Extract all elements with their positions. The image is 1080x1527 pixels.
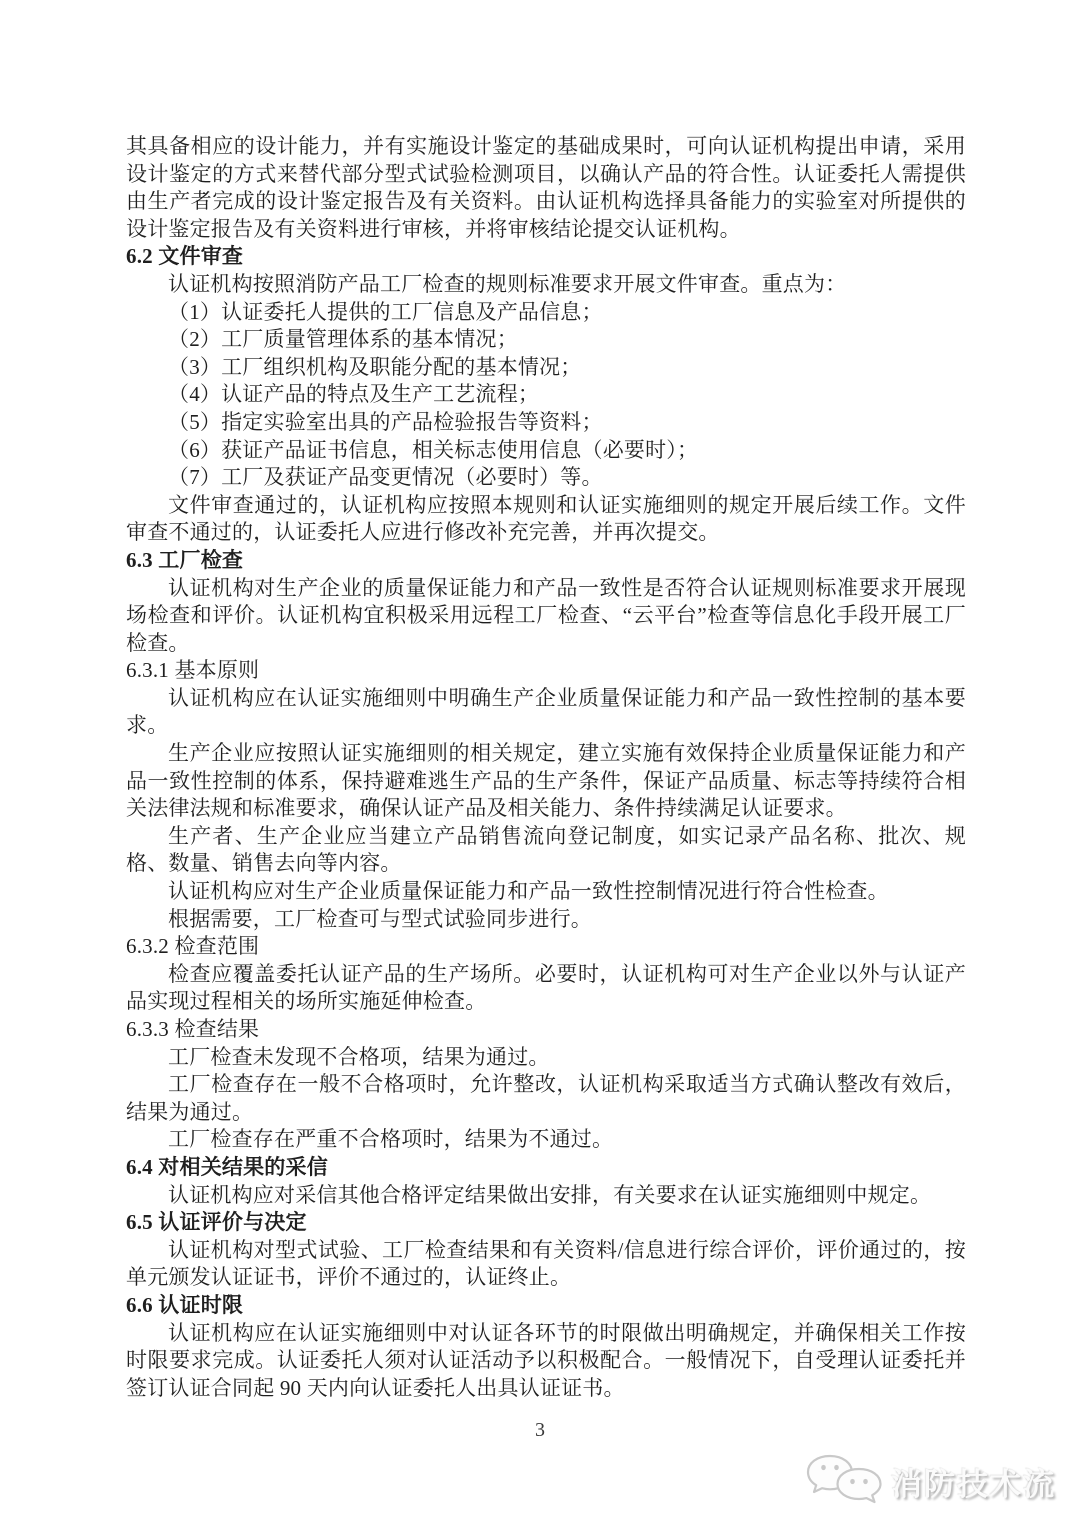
paragraph: 认证机构对生产企业的质量保证能力和产品一致性是否符合认证规则标准要求开展现场检查和评价。认证机构宜积极采用远程工厂检查、“云平台”检查等信息化手段开展工厂检查。 [126, 575, 966, 655]
paragraph: 认证机构应对采信其他合格评定结果做出安排，有关要求在认证实施细则中规定。 [168, 1182, 932, 1207]
paragraph: 其具备相应的设计能力，并有实施设计鉴定的基础成果时，可向认证机构提出申请，采用设计鉴定的方式来替代部分型式试验检测项目，以确认产品的符合性。认证委托人需提供由生产者完成的设计鉴定报告及有关资料。由认证机构选择具备能力的实验室对所提供的设计鉴定报告及有关资料进行审核，并将审核结论提交认证机构。 [126, 134, 966, 241]
paragraph: 认证机构应在认证实施细则中对认证各环节的时限做出明确规定，并确保相关工作按时限要求完成。认证委托人须对认证活动予以积极配合。一般情况下，自受理认证委托并签订认证合同起 90 天内向认证委托人出具认证证书。 [126, 1320, 966, 1400]
subsection-heading: 6.3.1 基本原则 [126, 658, 260, 683]
paragraph: 认证机构应在认证实施细则中明确生产企业质量保证能力和产品一致性控制的基本要求。 [126, 685, 966, 738]
paragraph: 工厂检查存在严重不合格项时，结果为不通过。 [168, 1127, 614, 1152]
subsection-heading: 6.3.3 检查结果 [126, 1017, 260, 1041]
section-heading: 6.4 对相关结果的采信 [126, 1154, 328, 1179]
list-item: （5）指定实验室出具的产品检验报告等资料； [168, 409, 603, 434]
list-item: （7）工厂及获证产品变更情况（必要时）等。 [168, 465, 603, 490]
section-heading: 6.3 工厂检查 [126, 547, 244, 572]
watermark-label: 消防技术流 [891, 1466, 1056, 1502]
page-number: 3 [535, 1419, 545, 1441]
subsection-heading: 6.3.2 检查范围 [126, 934, 260, 959]
list-item: （6）获证产品证书信息，相关标志使用信息（必要时）； [168, 437, 699, 462]
paragraph: 认证机构按照消防产品工厂检查的规则标准要求开展文件审查。重点为： [168, 271, 847, 296]
paragraph: 生产者、生产企业应当建立产品销售流向登记制度，如实记录产品名称、批次、规格、数量、销售去向等内容。 [126, 823, 966, 876]
paragraph: 检查应覆盖委托认证产品的生产场所。必要时，认证机构可对生产企业以外与认证产品实现过程相关的场所实施延伸检查。 [126, 961, 966, 1014]
document-body [126, 133, 966, 1402]
paragraph: 认证机构应对生产企业质量保证能力和产品一致性控制情况进行符合性检查。 [168, 879, 889, 904]
list-item: （4）认证产品的特点及生产工艺流程； [168, 382, 540, 407]
paragraph: 认证机构对型式试验、工厂检查结果和有关资料/信息进行综合评价，评价通过的，按单元颁发认证证书，评价不通过的，认证终止。 [126, 1237, 966, 1290]
list-item: （3）工厂组织机构及职能分配的基本情况； [168, 354, 582, 379]
section-heading: 6.5 认证评价与决定 [126, 1210, 307, 1235]
wechat-icon [803, 1452, 885, 1510]
paragraph: 工厂检查存在一般不合格项时，允许整改，认证机构采取适当方式确认整改有效后，结果为通过。 [126, 1072, 966, 1124]
list-item: （1）认证委托人提供的工厂信息及产品信息； [168, 299, 603, 324]
paragraph: 工厂检查未发现不合格项，结果为通过。 [168, 1044, 550, 1069]
watermark [803, 1452, 1056, 1510]
section-heading: 6.2 文件审查 [126, 244, 244, 269]
section-heading: 6.6 认证时限 [126, 1292, 244, 1317]
paragraph: 文件审查通过的，认证机构应按照本规则和认证实施细则的规定开展后续工作。文件审查不通过的，认证委托人应进行修改补充完善，并再次提交。 [126, 492, 966, 545]
list-item: （2）工厂质量管理体系的基本情况； [168, 327, 518, 352]
paragraph: 根据需要，工厂检查可与型式试验同步进行。 [168, 906, 592, 931]
paragraph: 生产企业应按照认证实施细则的相关规定，建立实施有效保持企业质量保证能力和产品一致性控制的体系，保持避难逃生产品的生产条件，保证产品质量、标志等持续符合相关法律法规和标准要求，确保认证产品及相关能力、条件持续满足认证要求。 [126, 741, 966, 821]
